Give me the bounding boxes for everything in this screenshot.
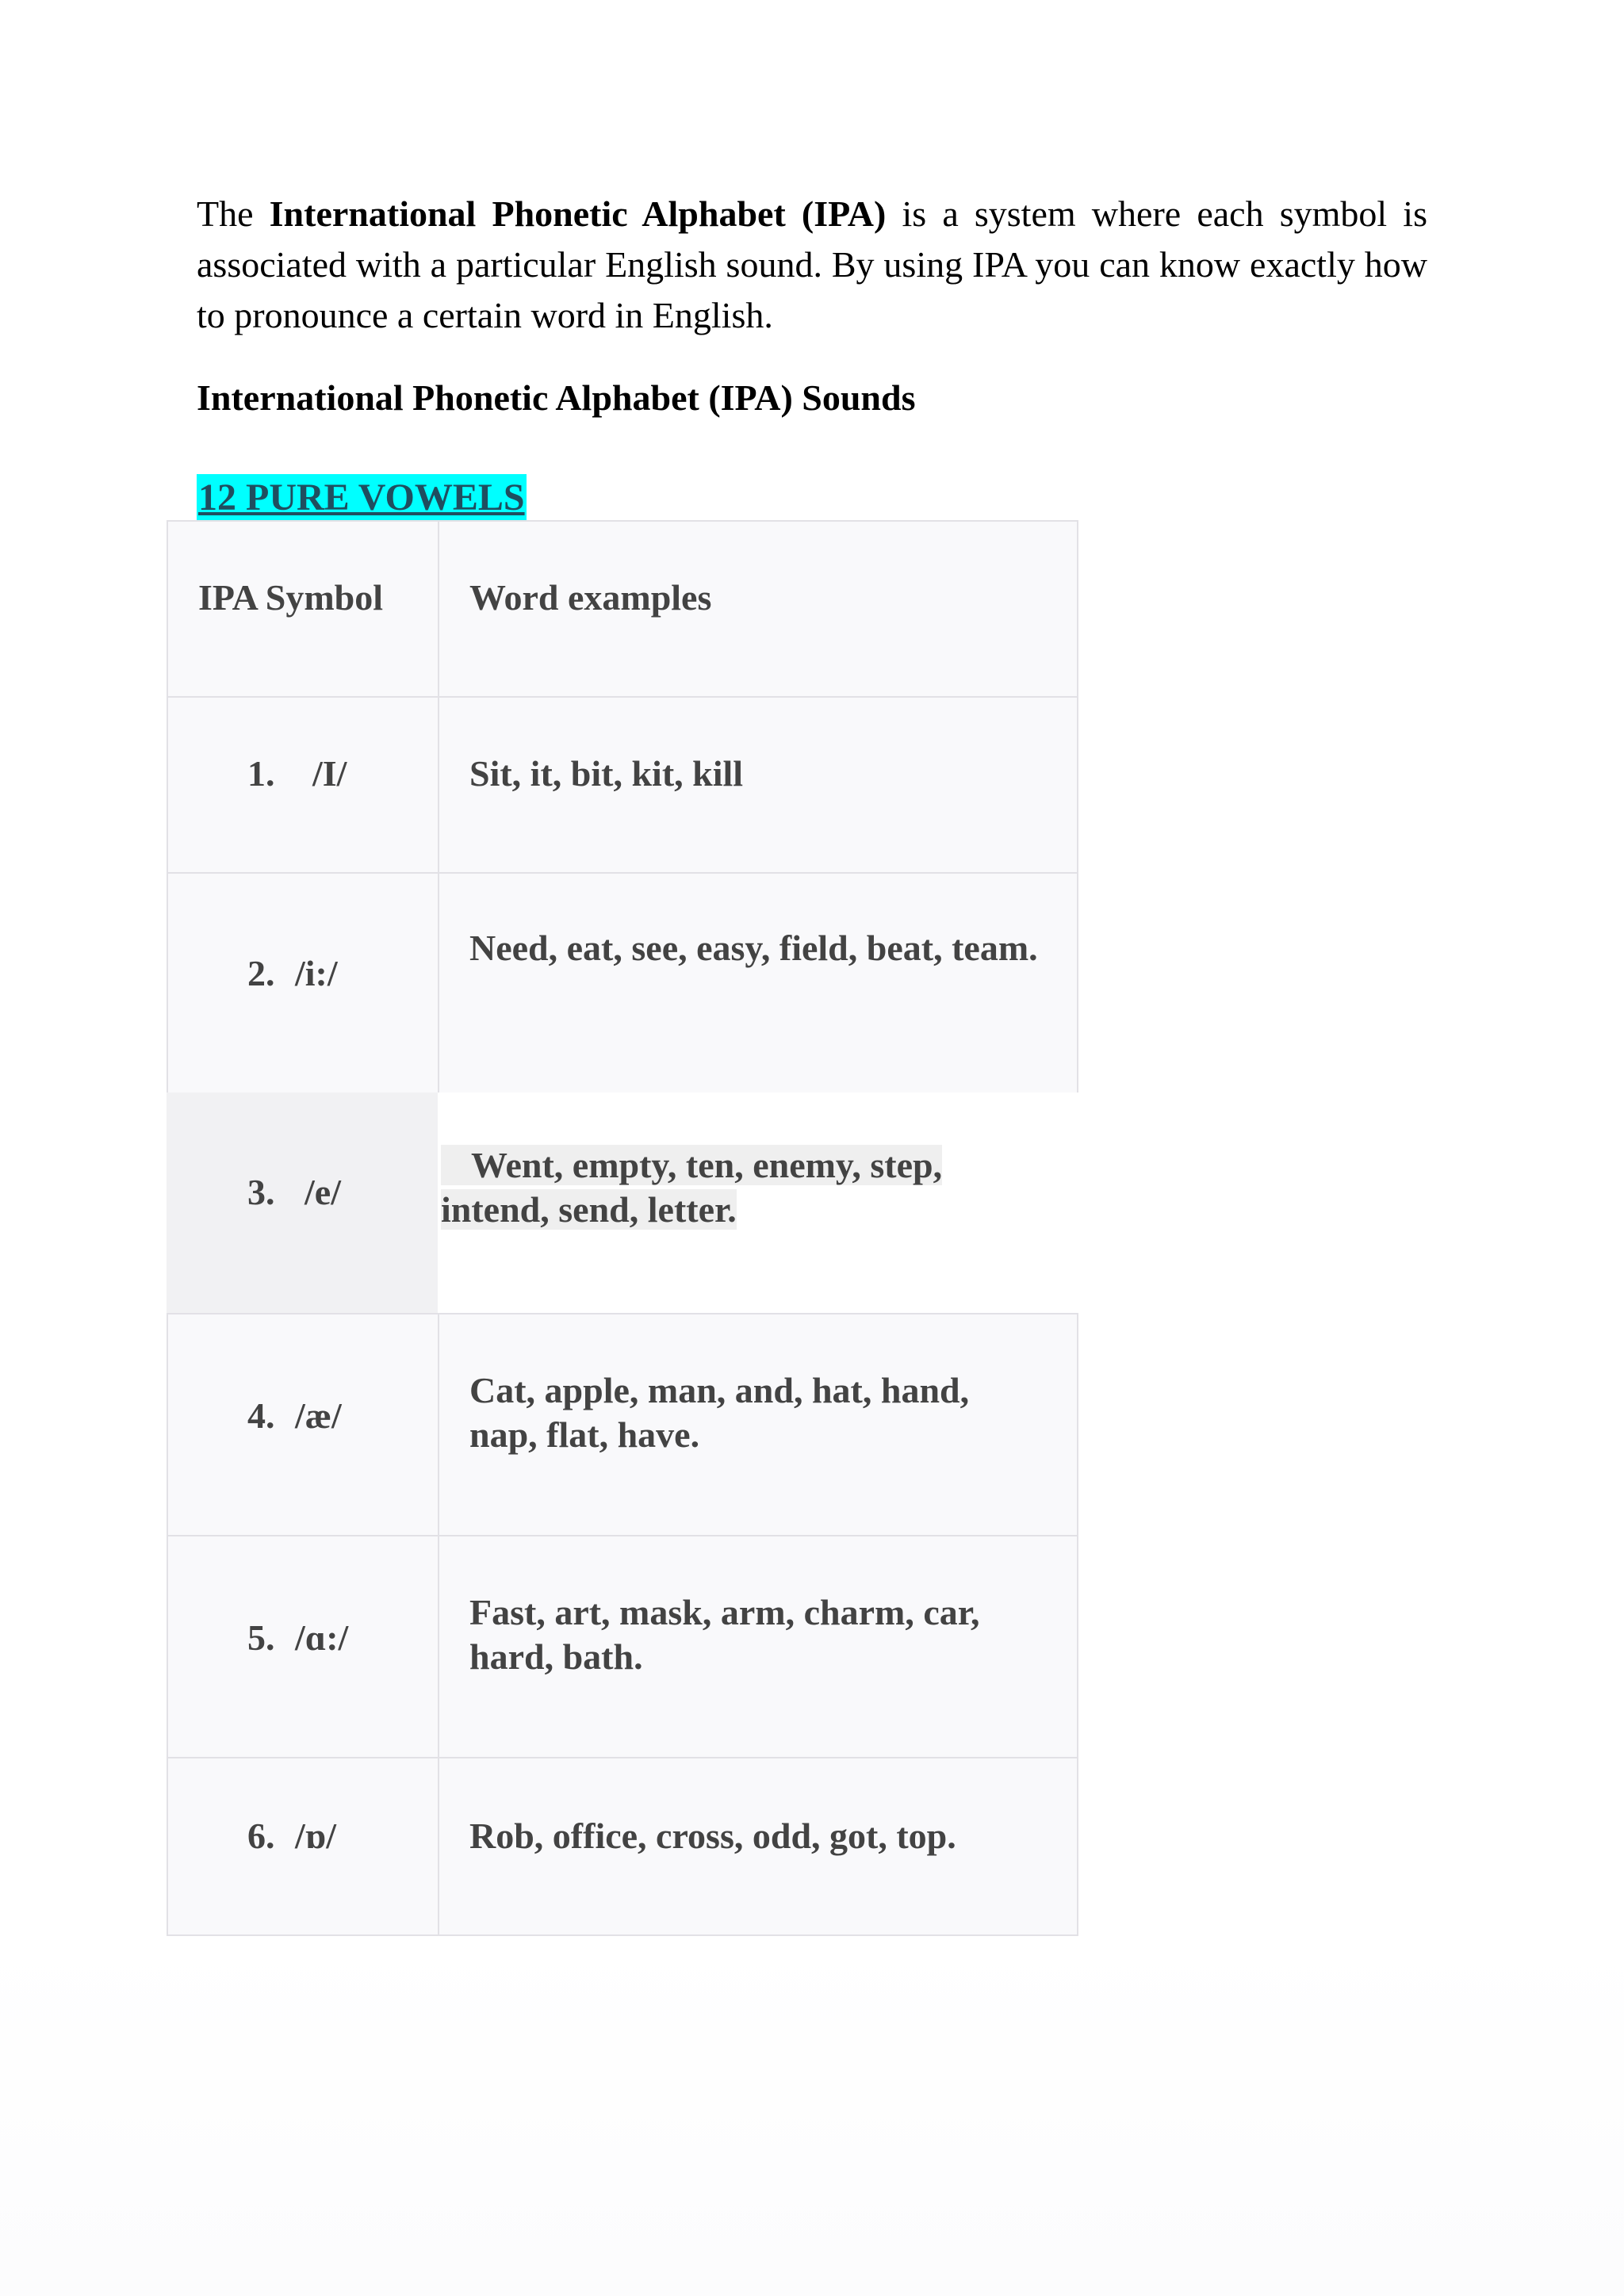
- symbol-cell: [167, 696, 439, 874]
- word-examples-line-2: intend, send, letter.: [441, 1189, 737, 1230]
- ipa-symbol: /æ/: [295, 1395, 342, 1436]
- symbol-cell: [167, 872, 439, 1094]
- ipa-symbol: /e/: [304, 1172, 341, 1212]
- word-examples: Rob, office, cross, odd, got, top.: [469, 1816, 956, 1856]
- word-examples: Cat, apple, man, and, hat, hand, nap, flat, have.: [469, 1370, 970, 1455]
- ipa-symbol: /ɒ/: [295, 1816, 336, 1856]
- intro-suffix: is a system where each symbol is associated with a particular English sound. By using IPA you can know exactly how to pronounce a certain word in English.: [197, 193, 1427, 335]
- row-number: 2.: [247, 953, 275, 993]
- table-row: [167, 1757, 1078, 1936]
- ipa-symbol: /ɑ:/: [295, 1617, 349, 1658]
- intro-paragraph: [197, 189, 1427, 341]
- words-cell: [438, 696, 1078, 874]
- header-word-examples: Word examples: [469, 577, 712, 618]
- row-number: 6.: [247, 1816, 275, 1856]
- word-examples: Fast, art, mask, arm, charm, car, hard, bath.: [469, 1592, 980, 1677]
- word-examples: Sit, it, bit, kit, kill: [469, 753, 744, 794]
- row-number: 3.: [247, 1172, 275, 1212]
- pure-vowels-label: 12 PURE VOWELS: [197, 474, 527, 522]
- words-cell: [438, 1535, 1078, 1758]
- page-bottom-shade: [0, 1934, 1624, 2296]
- header-cell-symbol: [167, 520, 439, 698]
- table-row: [167, 1535, 1078, 1758]
- symbol-cell: [167, 1093, 439, 1314]
- header-ipa-symbol: IPA Symbol: [198, 577, 384, 618]
- symbol-cell: [167, 1313, 439, 1536]
- word-examples-line-1: Went, empty, ten, enemy, step,: [441, 1145, 942, 1185]
- intro-prefix: The: [197, 193, 270, 234]
- words-cell: [438, 1757, 1078, 1936]
- ipa-symbol: /I/: [312, 753, 347, 794]
- symbol-cell: [167, 1535, 439, 1758]
- word-examples: Need, eat, see, easy, field, beat, team.: [469, 928, 1038, 968]
- word-examples: [441, 1143, 1012, 1232]
- ipa-symbol: /i:/: [295, 953, 338, 993]
- table-row: [167, 872, 1078, 1094]
- table-header-row: [167, 520, 1078, 698]
- header-cell-words: [438, 520, 1078, 698]
- intro-bold-term: International Phonetic Alphabet (IPA): [269, 193, 887, 234]
- table-row: [167, 696, 1078, 874]
- words-cell: [438, 872, 1078, 1094]
- row-number: 4.: [247, 1395, 275, 1436]
- words-cell: [438, 1313, 1078, 1536]
- symbol-cell: [167, 1757, 439, 1936]
- row-number: 5.: [247, 1617, 275, 1658]
- table-row: [167, 1093, 1078, 1314]
- section-heading: International Phonetic Alphabet (IPA) Sounds: [197, 377, 916, 418]
- table-row: [167, 1313, 1078, 1536]
- row-number: 1.: [247, 753, 275, 794]
